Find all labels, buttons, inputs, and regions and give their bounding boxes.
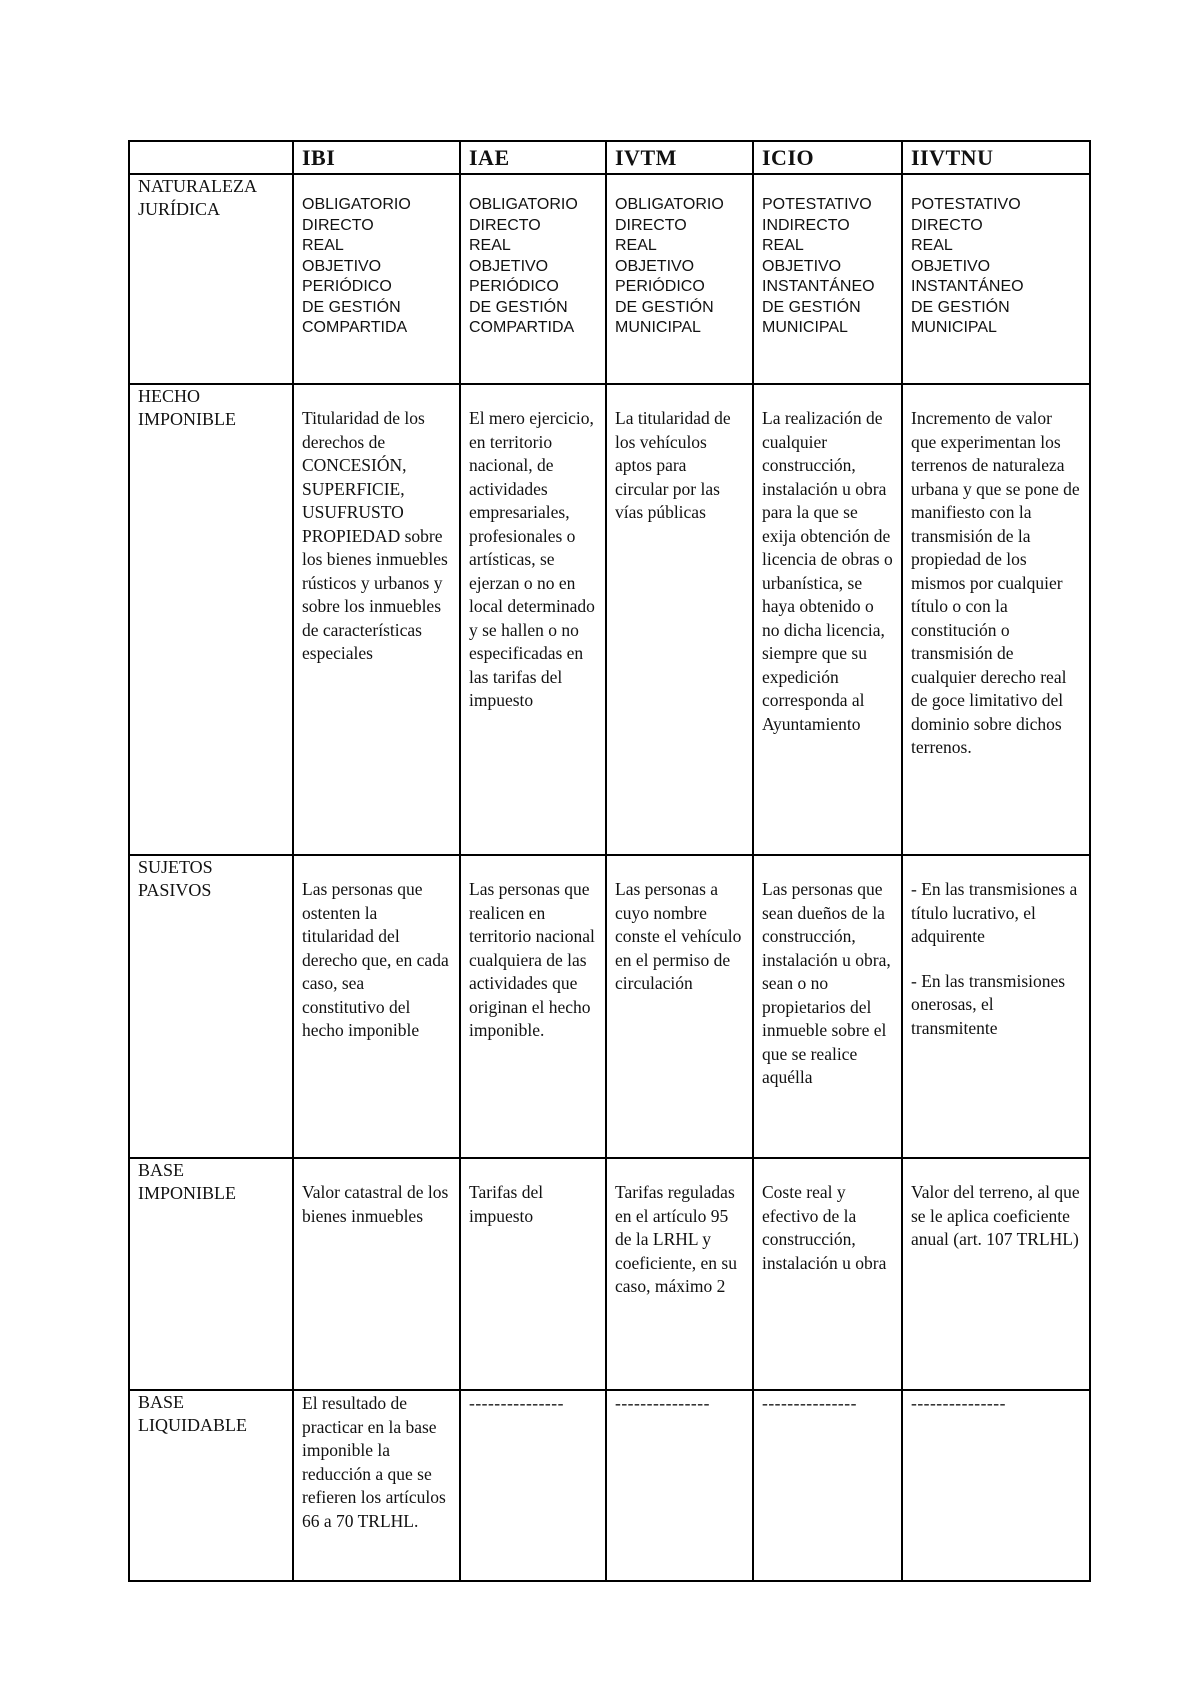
- cell-naturaleza-iivtnu: [902, 174, 1090, 384]
- cell-base-liquidable-iae: [460, 1390, 606, 1581]
- base-liquidable-icio-dashes: ---------------: [762, 1393, 857, 1413]
- naturaleza-ivtm-line: DE GESTIÓN: [615, 298, 714, 316]
- header-iivtnu: IIVTNU: [902, 141, 1090, 174]
- cell-base-liquidable-ibi: [293, 1390, 460, 1581]
- naturaleza-ibi-line: OBJETIVO: [302, 257, 382, 275]
- cell-hecho-ibi: [293, 384, 460, 855]
- header-ibi: IBI: [293, 141, 460, 174]
- table-row: [129, 855, 1090, 1158]
- naturaleza-iae-line: PERIÓDICO: [469, 278, 559, 295]
- naturaleza-ibi-line: PERIÓDICO: [302, 278, 392, 295]
- hecho-ibi-text: Titularidad de los derechos de CONCESIÓN, SUPERFICIE, USUFRUSTO PROPIEDAD sobre los bienes inmuebles rústicos y urbanos y sobre los inmuebles de características especiales: [302, 408, 448, 663]
- naturaleza-iae-line: REAL: [469, 237, 511, 254]
- cell-naturaleza-ivtm: [606, 174, 753, 384]
- paragraph-gap: [911, 949, 1081, 970]
- base-liquidable-iae-dashes: ---------------: [469, 1393, 564, 1413]
- header-row: [129, 141, 1090, 174]
- naturaleza-icio-line: REAL: [762, 237, 804, 254]
- cell-hecho-iivtnu: [902, 384, 1090, 855]
- cell-base-imponible-icio: [753, 1158, 902, 1390]
- cell-sujetos-iivtnu: [902, 855, 1090, 1158]
- hecho-iae-text: El mero ejercicio, en territorio nacional, de actividades empresariales, profesionales o artísticas, se ejerzan o no en local determinado y se hallen o no especificadas en las tarifas del impuesto: [469, 408, 595, 710]
- hecho-ivtm-text: La titularidad de los vehículos aptos para circular por las vías públicas: [615, 408, 731, 522]
- base-imponible-iae-text: Tarifas del impuesto: [469, 1182, 544, 1226]
- row-label-base-liquidable: BASE LIQUIDABLE: [129, 1390, 293, 1581]
- naturaleza-ivtm-line: DIRECTO: [615, 216, 687, 234]
- sujetos-ibi-text: Las personas que ostenten la titularidad del derecho que, en cada caso, sea constitutivo del hecho imponible: [302, 879, 449, 1040]
- row-label-sujetos-pasivos: SUJETOS PASIVOS: [129, 855, 293, 1158]
- header-corner: [129, 141, 293, 174]
- table-row: [129, 1158, 1090, 1390]
- hecho-icio-text: La realización de cualquier construcción, instalación u obra para la que se exija obtención de licencia de obras o urbanística, se haya obtenido o no dicha licencia, siempre que su expedición corresponda al Ayuntamiento: [762, 408, 893, 734]
- naturaleza-ivtm-line: PERIÓDICO: [615, 278, 705, 295]
- base-imponible-ibi-text: Valor catastral de los bienes inmuebles: [302, 1182, 449, 1226]
- row-label-hecho-imponible: HECHO IMPONIBLE: [129, 384, 293, 855]
- sujetos-iivtnu-text-lucrativo: - En las transmisiones a título lucrativo, el adquirente: [911, 879, 1078, 946]
- naturaleza-iivtnu-line: MUNICIPAL: [911, 319, 997, 336]
- naturaleza-ibi-line: COMPARTIDA: [302, 319, 408, 336]
- sujetos-icio-text: Las personas que sean dueños de la construcción, instalación u obra, sean o no propietarios del inmueble sobre el que se realice aquélla: [762, 879, 891, 1087]
- cell-hecho-ivtm: [606, 384, 753, 855]
- base-liquidable-ivtm-dashes: ---------------: [615, 1393, 710, 1413]
- header-icio: ICIO: [753, 141, 902, 174]
- naturaleza-ibi-line: DIRECTO: [302, 216, 374, 234]
- cell-base-liquidable-icio: [753, 1390, 902, 1581]
- naturaleza-ibi-line: REAL: [302, 237, 344, 254]
- naturaleza-iivtnu-line: DIRECTO: [911, 216, 983, 234]
- naturaleza-iivtnu-line: POTESTATIVO: [911, 196, 1021, 213]
- table-row: [129, 1390, 1090, 1581]
- base-imponible-iivtnu-text: Valor del terreno, al que se le aplica coeficiente anual (art. 107 TRLHL): [911, 1182, 1080, 1249]
- naturaleza-iae-line: DIRECTO: [469, 216, 541, 234]
- naturaleza-icio-line: POTESTATIVO: [762, 196, 872, 213]
- naturaleza-iivtnu-line: REAL: [911, 237, 953, 254]
- sujetos-iae-text: Las personas que realicen en territorio nacional cualquiera de las actividades que originan el hecho imponible.: [469, 879, 595, 1040]
- naturaleza-ivtm-line: OBLIGATORIO: [615, 196, 724, 213]
- cell-base-imponible-iivtnu: [902, 1158, 1090, 1390]
- cell-base-imponible-ibi: [293, 1158, 460, 1390]
- sujetos-iivtnu-text-onerosas: - En las transmisiones onerosas, el transmitente: [911, 970, 1066, 1038]
- naturaleza-iivtnu-line: INSTANTÁNEO: [911, 278, 1024, 295]
- row-label-base-imponible: BASE IMPONIBLE: [129, 1158, 293, 1390]
- cell-sujetos-ibi: [293, 855, 460, 1158]
- cell-sujetos-ivtm: [606, 855, 753, 1158]
- naturaleza-iae-line: DE GESTIÓN: [469, 298, 568, 316]
- naturaleza-iae-line: OBJETIVO: [469, 257, 549, 275]
- naturaleza-ivtm-line: MUNICIPAL: [615, 319, 701, 336]
- naturaleza-ivtm-line: REAL: [615, 237, 657, 254]
- cell-hecho-iae: [460, 384, 606, 855]
- sujetos-ivtm-text: Las personas a cuyo nombre conste el vehículo en el permiso de circulación: [615, 879, 742, 993]
- cell-hecho-icio: [753, 384, 902, 855]
- naturaleza-icio-line: MUNICIPAL: [762, 319, 848, 336]
- naturaleza-icio-line: OBJETIVO: [762, 257, 842, 275]
- cell-base-liquidable-iivtnu: [902, 1390, 1090, 1581]
- cell-base-imponible-ivtm: [606, 1158, 753, 1390]
- base-imponible-icio-text: Coste real y efectivo de la construcción, instalación u obra: [762, 1182, 887, 1273]
- header-iae: IAE: [460, 141, 606, 174]
- cell-naturaleza-iae: [460, 174, 606, 384]
- naturaleza-iae-line: COMPARTIDA: [469, 319, 575, 336]
- base-imponible-ivtm-text: Tarifas reguladas en el artículo 95 de la LRHL y coeficiente, en su caso, máximo 2: [615, 1182, 737, 1296]
- base-liquidable-iivtnu-dashes: ---------------: [911, 1393, 1006, 1413]
- naturaleza-icio-line: INSTANTÁNEO: [762, 278, 875, 295]
- naturaleza-iivtnu-line: OBJETIVO: [911, 257, 991, 275]
- cell-base-liquidable-ivtm: [606, 1390, 753, 1581]
- cell-sujetos-icio: [753, 855, 902, 1158]
- naturaleza-ibi-line: DE GESTIÓN: [302, 298, 401, 316]
- naturaleza-iivtnu-line: DE GESTIÓN: [911, 298, 1010, 316]
- table-row: [129, 384, 1090, 855]
- naturaleza-icio-line: INDIRECTO: [762, 216, 850, 234]
- naturaleza-ibi-line: OBLIGATORIO: [302, 196, 411, 213]
- naturaleza-ivtm-line: OBJETIVO: [615, 257, 695, 275]
- tax-comparison-table: [128, 140, 1091, 1582]
- cell-naturaleza-icio: [753, 174, 902, 384]
- row-label-naturaleza: NATURALEZA JURÍDICA: [129, 174, 293, 384]
- naturaleza-icio-line: DE GESTIÓN: [762, 298, 861, 316]
- table-row: [129, 174, 1090, 384]
- naturaleza-iae-line: OBLIGATORIO: [469, 196, 578, 213]
- base-liquidable-ibi-text: El resultado de practicar en la base imponible la reducción a que se refieren los artículos 66 a 70 TRLHL.: [302, 1393, 446, 1531]
- cell-sujetos-iae: [460, 855, 606, 1158]
- header-ivtm: IVTM: [606, 141, 753, 174]
- cell-base-imponible-iae: [460, 1158, 606, 1390]
- hecho-iivtnu-text: Incremento de valor que experimentan los terrenos de naturaleza urbana y que se pone de manifiesto con la transmisión de la propiedad de los mismos por cualquier título o con la constitución o transmisión de cualquier derecho real de goce limitativo del dominio sobre dichos terrenos.: [911, 408, 1080, 757]
- cell-naturaleza-ibi: [293, 174, 460, 384]
